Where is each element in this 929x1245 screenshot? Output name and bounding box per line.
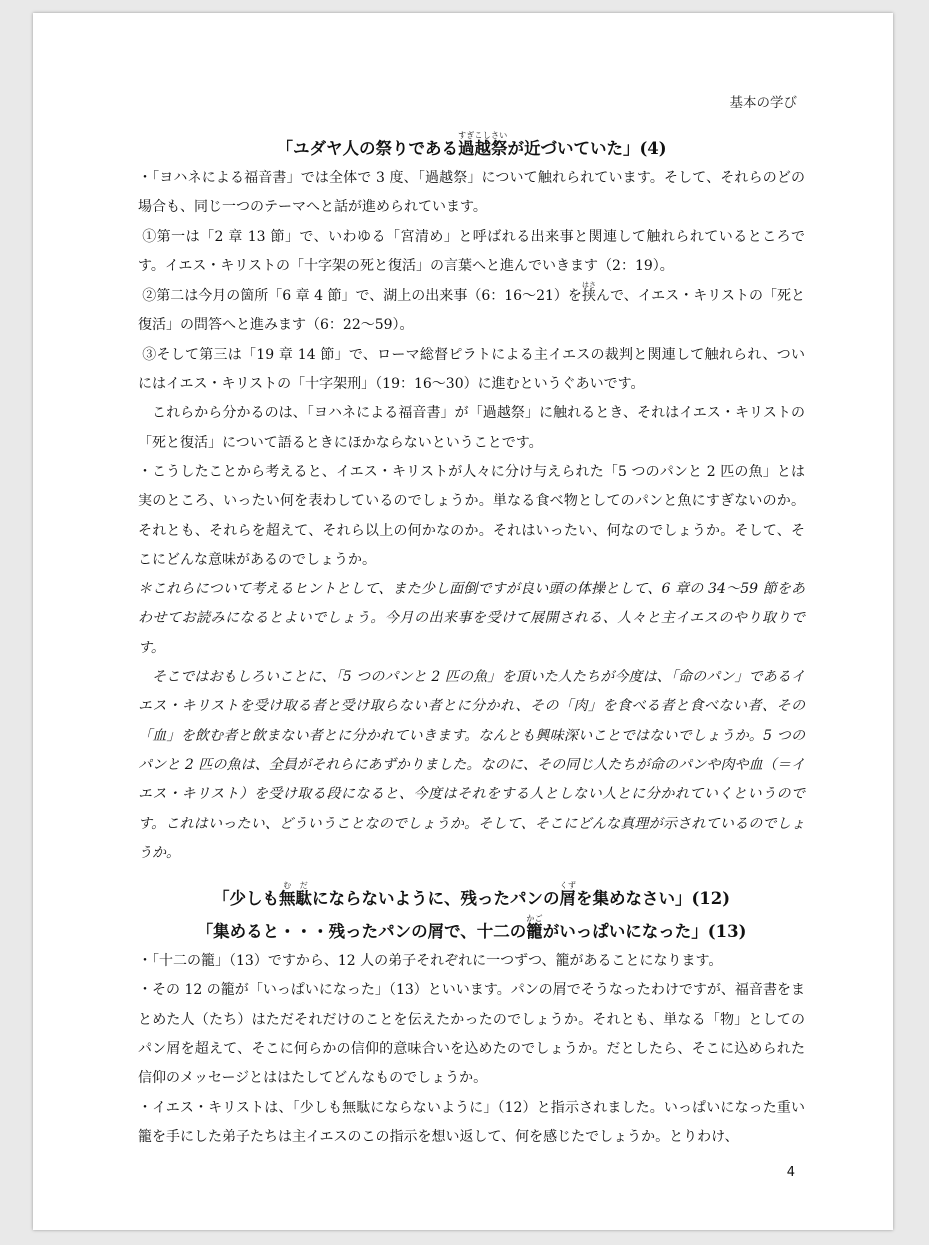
document-page <box>33 13 893 1230</box>
paragraph: ・イエス・キリストは、「少しも無駄にならないように」（12）と指示されました。いっぱいになった重い籠を手にした弟子たちは主イエスのこの指示を想い返して、何を感じたでしょうか。とりわけ、 <box>138 1099 805 1145</box>
paragraph: ・その 12 の籠が「いっぱいになった」（13）といいます。パンの屑でそうなったわけですが、福音書をまとめた人（たち）はただそれだけのことを伝えたかったのでしょうか。それとも、単なる「物」としてのパン屑を超えて、そこに何らかの信仰的意味合いを込めたのでしょうか。だとしたら、そこに込められた信仰のメッセージとははたしてどんなものでしょうか。 <box>138 982 805 1087</box>
ruby-kuzu: 屑くず <box>559 881 576 909</box>
paragraph-note: ＊これらについて考えるヒントとして、また少し面倒ですが良い頭の体操として、6 章の 34〜59 節をあわせてお読みになるとよいでしょう。今月の出来事を受けて展開される、人々と主イエスのやり取りです。 <box>138 581 805 656</box>
ruby-hasa: 挟はさ <box>581 281 596 305</box>
paragraph: ・「十二の籠」（13）ですから、12 人の弟子それぞれに一つずつ、籠があることになります。 <box>138 953 723 970</box>
paragraph: ・「ヨハネによる福音書」では全体で 3 度、「過越祭」について触れられています。そして、それらのどの場合も、同じ一つのテーマへと話が進められています。 <box>138 170 805 216</box>
ruby-muda: 無駄むだ <box>278 881 312 909</box>
section-heading-passover: 「ユダヤ人の祭りである過越祭すぎこしさいが近づいていた」(4) <box>276 131 667 158</box>
section-heading-fragments: 「少しも無駄むだにならないように、残ったパンの屑くずを集めなさい」(12) <box>212 881 731 909</box>
paragraph: これらから分かるのは、「ヨハネによる福音書」が「過越祭」に触れるとき、それはイエス・キリストの「死と復活」について語るときにほかならないということです。 <box>138 405 805 451</box>
paragraph: ①第一は「2 章 13 節」で、いわゆる「宮清め」と呼ばれる出来事と関連して触れられているところです。イエス・キリストの「十字架の死と復活」の言葉へと進んでいきます（2：19）。 <box>138 228 805 274</box>
paragraph-note: そこではおもしろいことに、「5 つのパンと 2 匹の魚」を頂いた人たちが今度は、「命のパン」であるイエス・キリストを受け取る者と受け取らない者とに分かれ、その「肉」を食べる者と食べない者、その「血」を飲む者と飲まない者とに分かれていきます。なんとも興味深いことではないでしょうか。5 つのパンと 2 匹の魚は、全員がそれらにあずかりました。なのに、その同じ人たちが命のパンや肉や血（＝イエス・キリスト）を受け取る段になると、今度はそれをする人としない人とに分かれていくというのです。これはいったい、どういうことなのでしょうか。そして、そこにどんな真理が示されているのでしょうか。 <box>138 669 805 861</box>
page-header: 基本の学び <box>729 95 797 111</box>
page-number: 4 <box>786 1165 795 1180</box>
paragraph: ・こうしたことから考えると、イエス・キリストが人々に分け与えられた「5 つのパンと 2 匹の魚」とは実のところ、いったい何を表わしているのでしょうか。単なる食べ物としてのパンと魚にすぎないのか。それとも、それらを超えて、それら以上の何かなのか。それはいったい、何なのでしょうか。そして、そこにどんな意味があるのでしょうか。 <box>138 463 805 568</box>
page-content <box>138 131 805 1152</box>
section-heading-baskets: 「集めると・・・残ったパンの屑で、十二の籠かごがいっぱいになった」(13) <box>196 914 747 942</box>
ruby-kago: 籠かご <box>526 914 543 942</box>
ruby-sugikoshisai: 過越祭すぎこしさい <box>457 131 508 158</box>
paragraph: ②第二は今月の箇所「6 章 4 節」で、湖上の出来事（6：16〜21）を挟はさんで、イエス・キリストの「死と復活」の問答へと進みます（6：22〜59）。 <box>138 281 805 334</box>
paragraph: ③そして第三は「19 章 14 節」で、ローマ総督ピラトによる主イエスの裁判と関連して触れられ、ついにはイエス・キリストの「十字架刑」（19：16〜30）に進むというぐあいです。 <box>138 346 805 393</box>
